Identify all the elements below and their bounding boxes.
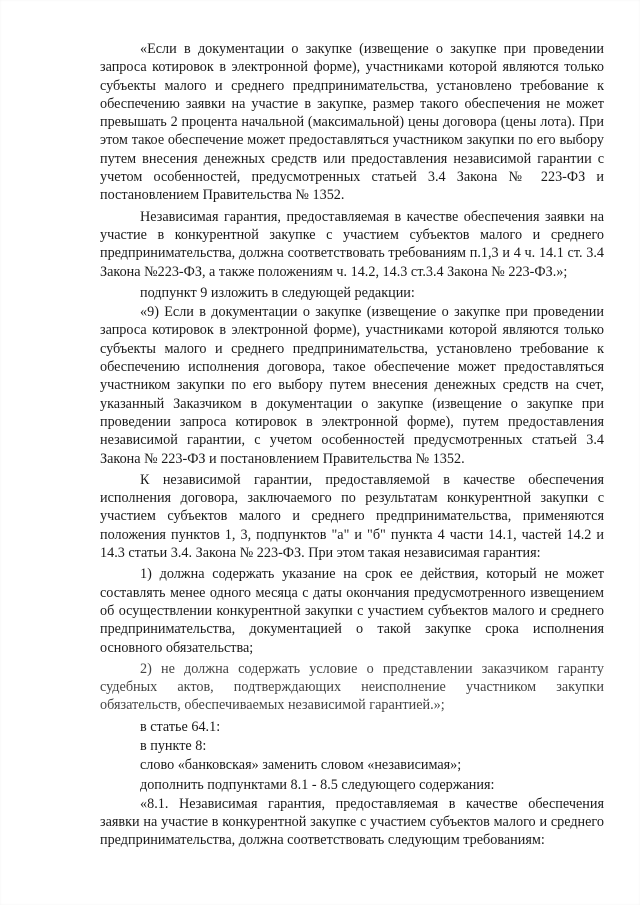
paragraph-article-64-1: в статье 64.1: xyxy=(140,718,221,735)
paragraph-subpoint-9: «9) Если в документации о закупке (извещение о закупке при проведении запроса котировок в электронной форме), участниками которой являются только субъекты малого и среднего предпринимательства, установлено требование к обеспечению исполнения договора, такое обеспечение может предоставляться участником закупки по его выбору путем внесения денежных средств на счет, указанный Заказчиком в документации о закупке (извещение о закупке при проведении запроса котировок в электронной форме), путем предоставления независимой гарантии, с учетом особенностей предусмотренных статьей 3.4 Закона № 223-ФЗ и постановлением Правительства № 1352. xyxy=(100,304,604,467)
paragraph-subpoint-9-intro: подпункт 9 изложить в следующей редакции: xyxy=(140,284,415,301)
paragraph-security-application: «Если в документации о закупке (извещение о закупке при проведении запроса котировок в электронной форме), участниками которой являются только субъекты малого и среднего предпринимательства, установлено требование к обеспечению заявки на участие в закупке, размер такого обеспечения не может превышать 2 процента начальной (максимальной) цены договора (цены лота). При этом такое обеспечение может предоставляться участником закупки по его выбору путем внесения денежных средств или предоставления независимой гарантии с учетом особенностей, предусмотренных статьей 3.4 Закона № 223-ФЗ и постановлением Правительства № 1352. xyxy=(100,41,604,204)
paragraph-8-1: «8.1. Независимая гарантия, предоставляемая в качестве обеспечения заявки на участие в конкурентной закупке с участием субъектов малого и среднего предпринимательства, должна соответствовать следующим требованиям: xyxy=(100,795,604,849)
list-item-2: 2) не должна содержать условие о представлении заказчиком гаранту судебных актов, подтверждающих неисполнение участником закупки обязательств, обеспечиваемых независимой гарантией.»; xyxy=(100,660,604,714)
list-item-1: 1) должна содержать указание на срок ее действия, который не может составлять менее одного месяца с даты окончания предусмотренного извещением об осуществлении конкурентной закупки с участием субъектов малого и среднего предпринимательства, документацией о такой закупке срока исполнения основного обязательства; xyxy=(100,566,604,656)
document-body xyxy=(100,40,604,853)
paragraph-replace-word: слово «банковская» заменить словом «независимая»; xyxy=(140,757,462,774)
paragraph-add-subpoints: дополнить подпунктами 8.1 - 8.5 следующего содержания: xyxy=(140,776,495,793)
paragraph-point-8: в пункте 8: xyxy=(140,737,207,754)
paragraph-guarantee-contract: К независимой гарантии, предоставляемой в качестве обеспечения исполнения договора, заключаемого по результатам конкурентной закупки с участием субъектов малого и среднего предпринимательства, применяются положения пунктов 1, 3, подпунктов "а" и "б" пункта 4 части 14.1, частей 14.2 и 14.3 статьи 3.4. Закона № 223-ФЗ. При этом такая независимая гарантия: xyxy=(100,471,604,562)
paragraph-independent-guarantee-application: Независимая гарантия, предоставляемая в качестве обеспечения заявки на участие в конкурентной закупке с участием субъектов малого и среднего предпринимательства, должна соответствовать требованиям п.1,3 и 4 ч. 14.1 ст. 3.4 Закона №223-ФЗ, а также положениям ч. 14.2, 14.3 ст.3.4 Закона № 223-ФЗ.»; xyxy=(100,208,604,280)
